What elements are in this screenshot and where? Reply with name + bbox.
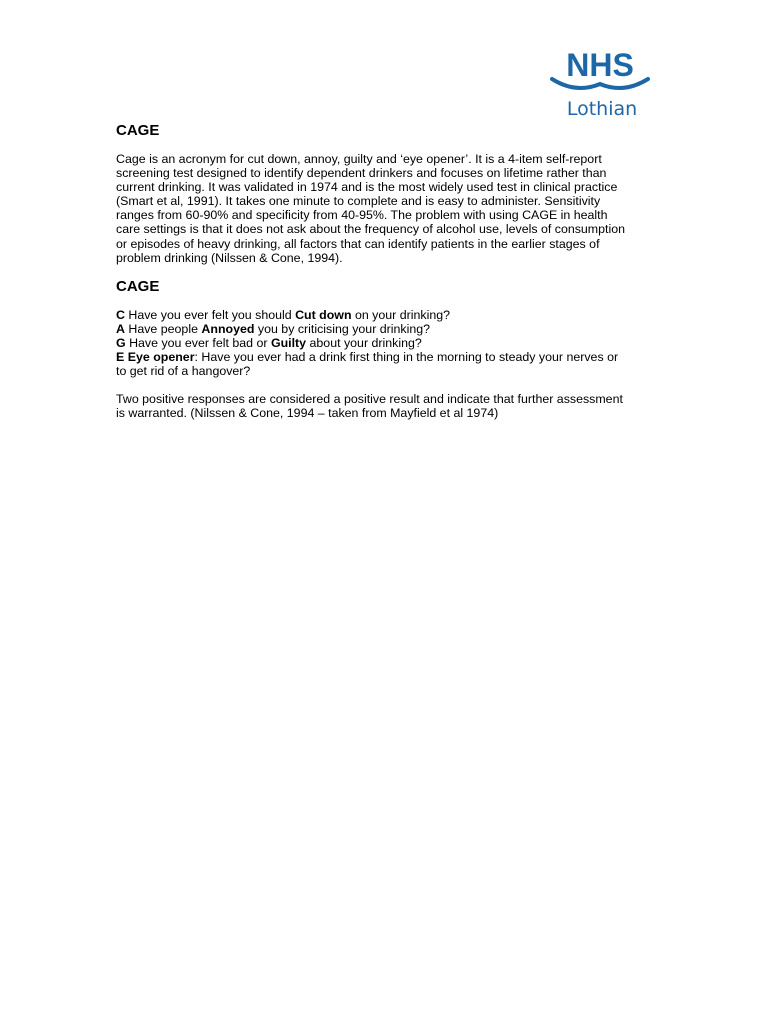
document-body [116,122,656,420]
note-line: is warranted. (Nilssen & Cone, 1994 – taken from Mayfield et al 1974) [116,406,499,421]
section-heading-cage: CAGE [116,122,160,139]
intro-line: Cage is an acronym for cut down, annoy, guilty and ‘eye opener’. It is a 4-item self-report [116,152,602,166]
question-text: on your drinking? [351,307,451,322]
question-text: about your drinking? [306,335,422,350]
nhs-lothian-logo-graphic [548,46,652,120]
question-text: Have you ever felt you should [124,307,296,322]
question-letter: E [116,350,125,365]
cage-question-a [116,322,656,336]
question-keyword: Cut down [295,307,352,322]
cage-questions [116,308,656,378]
cage-question-e-continuation: to get rid of a hangover? [116,364,251,379]
intro-line: problem drinking (Nilssen & Cone, 1994). [116,250,343,265]
cage-question-c [116,308,656,322]
note-line: Two positive responses are considered a positive result and indicate that further assessment [116,392,623,407]
question-keyword: Guilty [270,335,307,350]
logo-region-text: Lothian [566,98,638,120]
question-text: you by criticising your drinking? [254,321,431,336]
question-text: Have people [124,321,202,336]
nhs-lothian-logo [548,46,652,120]
cage-question-e [116,350,656,364]
question-keyword: Eye opener [127,350,195,365]
question-text: : Have you ever had a drink first thing in the morning to steady your nerves or [194,350,619,365]
intro-line: ranges from 60-90% and specificity from 40-95%. The problem with using CAGE in health [116,208,608,223]
scoring-note [116,392,656,420]
question-letter: A [116,321,125,336]
section-heading-cage-questions: CAGE [116,277,160,295]
intro-line: screening test designed to identify dependent drinkers and focuses on lifetime rather than [116,166,607,181]
intro-line: care settings is that it does not ask about the frequency of alcohol use, levels of consumption [116,222,626,237]
intro-paragraph [116,152,656,265]
cage-question-g [116,336,656,350]
intro-line: current drinking. It was validated in 1974 and is the most widely used test in clinical practice [116,180,618,195]
intro-line: or episodes of heavy drinking, all factors that can identify patients in the earlier stages of [116,236,600,251]
logo-nhs-text: NHS [566,47,634,83]
question-text: Have you ever felt bad or [125,335,271,350]
question-letter: C [116,307,125,322]
intro-line: (Smart et al, 1991). It takes one minute to complete and is easy to administer. Sensitivity [116,194,601,209]
question-letter: G [116,335,126,350]
question-keyword: Annoyed [201,321,255,336]
